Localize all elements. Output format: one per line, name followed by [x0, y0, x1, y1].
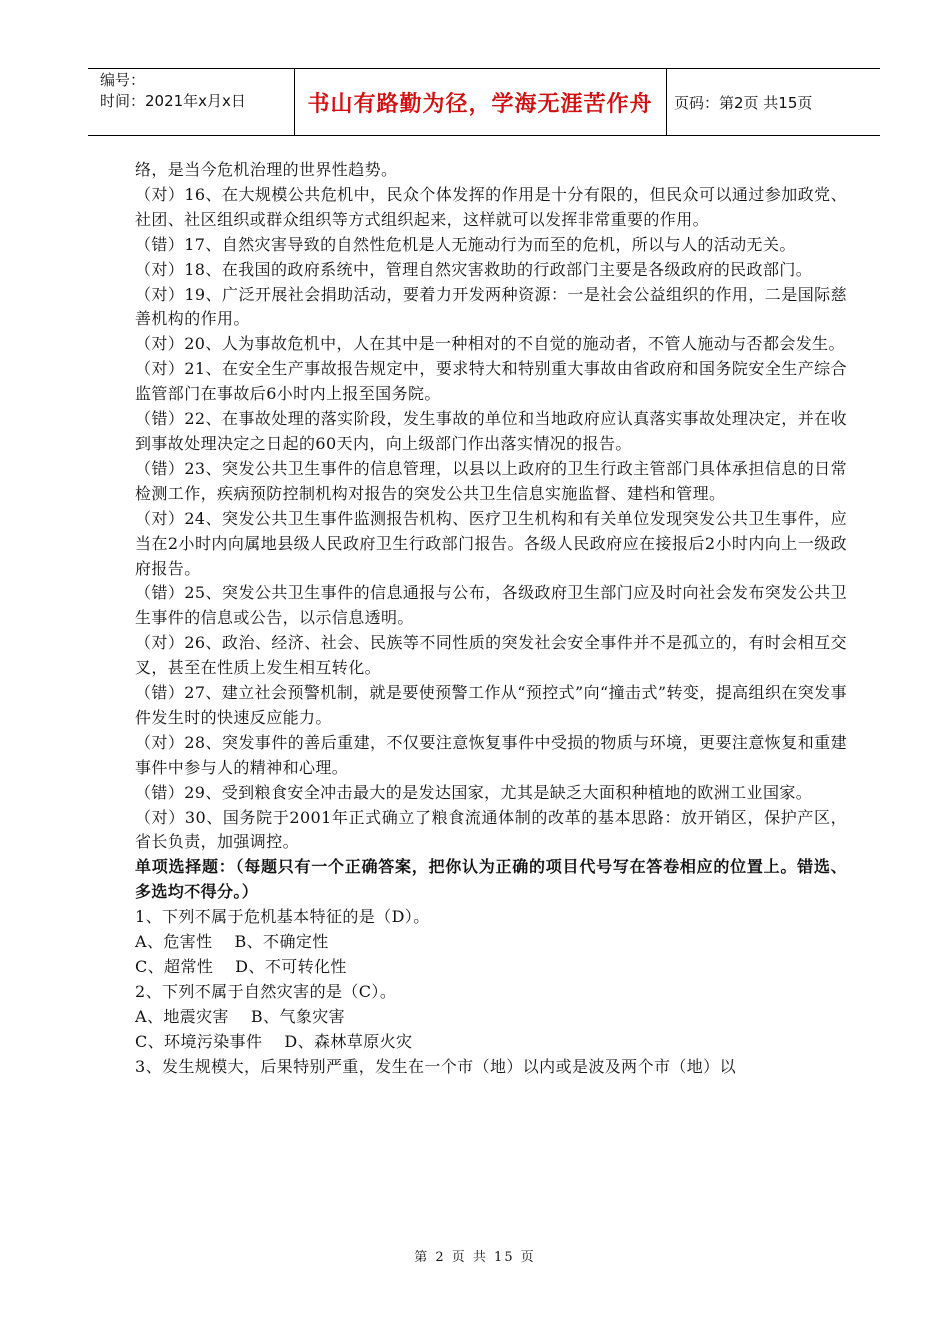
page-footer: 第 2 页 共 15 页 [414, 1250, 536, 1265]
time-label: 时间：2021年x月x日 [100, 92, 246, 110]
paragraph: （对）26、政治、经济、社会、民族等不同性质的突发社会安全事件并不是孤立的，有时会相互交叉，甚至在性质上发生相互转化。 [135, 633, 847, 678]
question-line: 2、下列不属于自然灾害的是（C）。 [135, 981, 397, 1001]
paragraph: （对）21、在安全生产事故报告规定中，要求特大和特别重大事故由省政府和国务院安全生产综合监管部门在事故后6小时内上报至国务院。 [135, 359, 847, 404]
option-line: C、超常性 D、不可转化性 [135, 957, 347, 976]
paragraph: （错）22、在事故处理的落实阶段，发生事故的单位和当地政府应认真落实事故处理决定，并在收到事故处理决定之日起的60天内，向上级部门作出落实情况的报告。 [135, 409, 847, 453]
paragraph: （对）18、在我国的政府系统中，管理自然灾害救助的行政部门主要是各级政府的民政部门。 [135, 259, 813, 279]
paragraph: （对）20、人为事故危机中，人在其中是一种相对的不自觉的施动者，不管人施动与否都会发生。 [135, 334, 845, 354]
option-line: A、危害性 B、不确定性 [135, 932, 329, 952]
page-header [88, 68, 880, 136]
paragraph: （错）29、受到粮食安全冲击最大的是发达国家，尤其是缺乏大面积种植地的欧洲工业国家。 [135, 782, 813, 802]
document-body [135, 158, 847, 1080]
option-line: A、地震灾害 B、气象灾害 [135, 1006, 346, 1026]
header-divider-right [666, 68, 667, 136]
paragraph: （错）23、突发公共卫生事件的信息管理，以县以上政府的卫生行政主管部门具体承担信息的日常检测工作，疾病预防控制机构对报告的突发公共卫生信息实施监督、建档和管理。 [135, 458, 847, 503]
question-line: 3、发生规模大，后果特别严重，发生在一个市（地）以内或是波及两个市（地）以 [135, 1056, 736, 1076]
paragraph: （对）30、国务院于2001年正式确立了粮食流通体制的改革的基本思路：放开销区，保护产区，省长负责，加强调控。 [135, 807, 847, 852]
paragraph: （错）25、突发公共卫生事件的信息通报与公布，各级政府卫生部门应及时向社会发布突发公共卫生事件的信息或公告，以示信息透明。 [135, 583, 847, 628]
header-meta [100, 70, 300, 112]
question-line: 1、下列不属于危机基本特征的是（D）。 [135, 907, 430, 927]
number-label: 编号： [100, 71, 146, 89]
paragraph: （错）17、自然灾害导致的自然性危机是人无施动行为而至的危机，所以与人的活动无关。 [135, 234, 796, 254]
option-line: C、环境污染事件 D、森林草原火灾 [135, 1031, 413, 1051]
paragraph: （对）16、在大规模公共危机中，民众个体发挥的作用是十分有限的，但民众可以通过参加政党、社团、社区组织或群众组织等方式组织起来，这样就可以发挥非常重要的作用。 [135, 184, 847, 229]
header-motto: 书山有路勤为径，学海无涯苦作舟 [307, 91, 653, 117]
paragraph: （对）28、突发事件的善后重建，不仅要注意恢复事件中受损的物质与环境，更要注意恢复和重建事件中参与人的精神和心理。 [135, 732, 847, 777]
header-page-label: 页码：第2页 共15页 [674, 93, 813, 112]
paragraph: （错）27、建立社会预警机制，就是要使预警工作从“预控式”向“撞击式”转变，提高组织在突发事件发生时的快速反应能力。 [135, 683, 847, 727]
section-title: 单项选择题：（每题只有一个正确答案，把你认为正确的项目代号写在答卷相应的位置上。错选、多选均不得分。） [135, 857, 847, 902]
paragraph: （对）24、突发公共卫生事件监测报告机构、医疗卫生机构和有关单位发现突发公共卫生事件，应当在2小时内向属地县级人民政府卫生行政部门报告。各级人民政府应在接报后2小时内向上一级政府报告。 [135, 508, 847, 578]
paragraph: 络，是当今危机治理的世界性趋势。 [135, 160, 398, 179]
paragraph: （对）19、广泛开展社会捐助活动，要着力开发两种资源：一是社会公益组织的作用，二是国际慈善机构的作用。 [135, 284, 847, 329]
